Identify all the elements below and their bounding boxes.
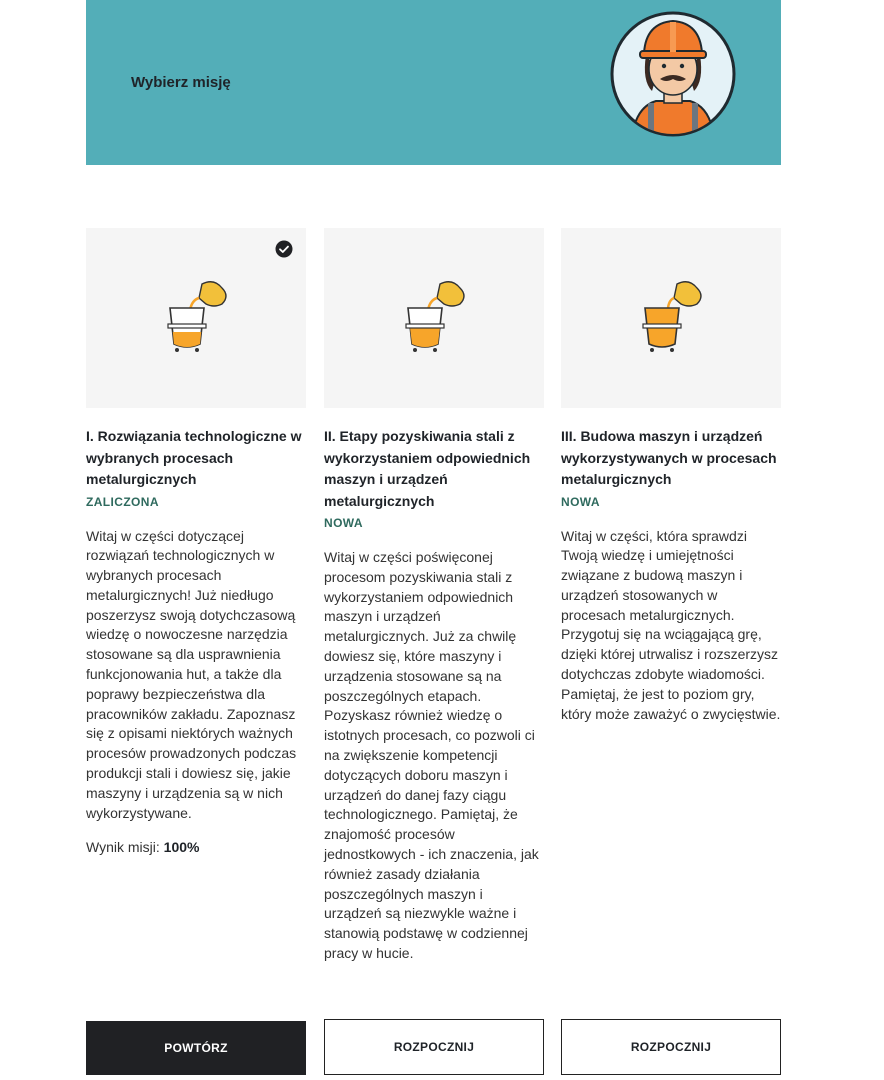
status-badge: NOWA (324, 516, 363, 530)
mission-description: Witaj w części, która sprawdzi Twoją wiedzę i umiejętności związane z budową maszyn i urządzeń stosowanych w procesach metalurgicznych. Przygotuj się na wciągającą grę, dzięki której utrwalisz i rozszerzysz dotychczas zdobyte wiadomości. Pamiętaj, że jest to poziom gry, który może zaważyć o zwycięstwie. (561, 527, 781, 722)
mission-description: Witaj w części poświęconej procesom pozyskiwania stali z wykorzystaniem odpowiednich maszyn i urządzeń metalurgicznych. Już za chwilę dowiesz się, które maszyny i urządzenia stosowane są na poszczególnych etapach. Pozyskasz również wiedzę o istotnych procesach, co pozwoli ci na zwiększenie kompetencji dotyczących doboru maszyn i urządzeń do danej fazy ciągu technologicznego. Pamiętaj, że znajomość procesów jednostkowych - ich znaczenia, jak również zasady działania poszczególnych maszyn i urządzeń są niezwykle ważne i stanowią podstawę w codziennej pracy w hucie. (324, 549, 539, 961)
ladle-pouring-icon (166, 280, 230, 356)
ladle-pouring-icon (404, 280, 468, 356)
check-circle-icon (275, 240, 293, 258)
start-button-mission-3[interactable]: ROZPOCZNIJ (561, 1019, 781, 1075)
mission-thumbnail (324, 228, 544, 408)
mission-card-2 (324, 228, 544, 964)
repeat-button[interactable]: POWTÓRZ (86, 1021, 306, 1075)
mission-thumbnail (561, 228, 781, 408)
score-value: 100% (163, 839, 200, 856)
worker-avatar (610, 11, 736, 137)
mission-title: III. Budowa maszyn i urządzeń wykorzystywanych w procesach metalurgicznych (561, 428, 777, 487)
mission-title: I. Rozwiązania technologiczne w wybranych procesach metalurgicznych (86, 428, 302, 487)
status-badge: ZALICZONA (86, 494, 159, 509)
ladle-pouring-icon (641, 280, 705, 356)
mission-description: Witaj w części dotyczącej rozwiązań technologicznych w wybranych procesach metalurgicznych! Już niedługo poszerzysz swoją dotychczasową wiedzę o nowoczesne narzędzia stosowane są dla usprawnienia funkcjonowania hut, a także dla poprawy bezpieczeństwa dla pracowników zakładu. Zapoznasz się z opisami niektórych ważnych procesów prowadzonych podczas produkcji stali i dowiesz się, jakie maszyny i urządzenia są w nich wykorzystywane. (86, 527, 297, 821)
start-button-mission-2[interactable]: ROZPOCZNIJ (324, 1019, 544, 1075)
mission-card-3 (561, 228, 781, 724)
header-banner (86, 0, 781, 165)
page-title: Wybierz misję (131, 74, 231, 91)
mission-thumbnail (86, 228, 306, 408)
score-label: Wynik misji: (86, 839, 160, 856)
mission-card-1 (86, 228, 306, 855)
mission-score (86, 839, 306, 855)
status-badge: NOWA (561, 494, 600, 509)
mission-title: II. Etapy pozyskiwania stali z wykorzystaniem odpowiednich maszyn i urządzeń metalurgicznych (324, 428, 531, 509)
